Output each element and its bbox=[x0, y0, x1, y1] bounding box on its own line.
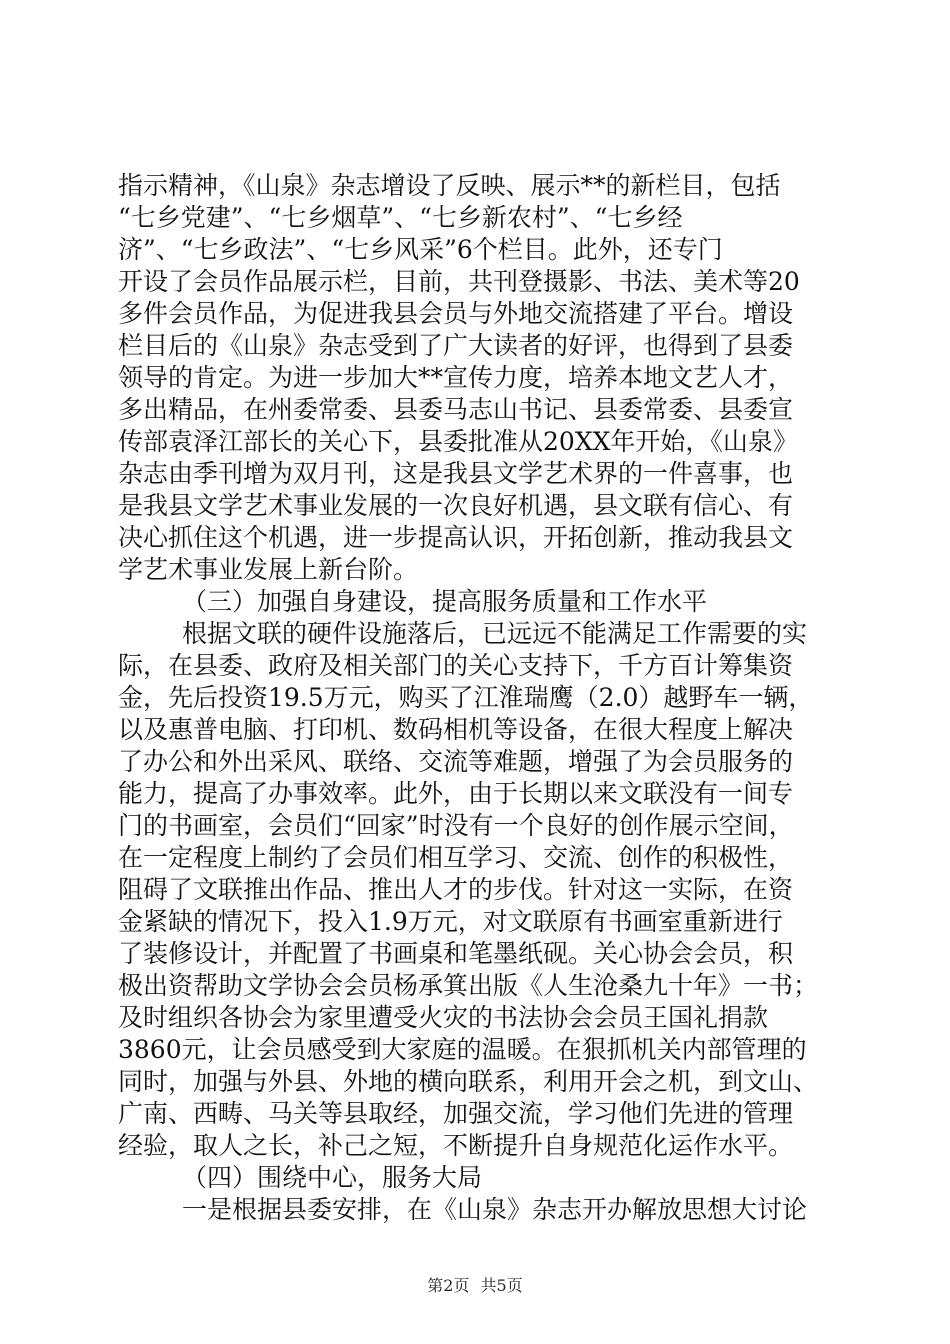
text-line: 以及惠普电脑、打印机、数码相机等设备，在很大程度上解决 bbox=[118, 715, 794, 744]
text-line: 传部袁泽江部长的关心下，县委批准从20XX年开始，《山泉》 bbox=[118, 427, 798, 456]
text-line: 决心抓住这个机遇，进一步提高认识，开拓创新，推动我县文 bbox=[118, 523, 794, 552]
text-line: 门的书画室，会员们“回家”时没有一个良好的创作展示空间， bbox=[118, 811, 794, 840]
text-line: 金紧缺的情况下，投入1.9万元，对文联原有书画室重新进行 bbox=[118, 907, 783, 936]
page-footer bbox=[0, 1276, 950, 1296]
text-line: 栏目后的《山泉》杂志受到了广大读者的好评，也得到了县委 bbox=[118, 331, 794, 360]
text-line: 3860元，让会员感受到大家庭的温暖。在狠抓机关内部管理的 bbox=[118, 1035, 807, 1064]
text-line: 领导的肯定。为进一步加大**宣传力度，培养本地文艺人才， bbox=[118, 363, 794, 392]
text-line: 经验，取人之长，补己之短，不断提升自身规范化运作水平。 bbox=[118, 1131, 794, 1160]
text-line: 多出精品，在州委常委、县委马志山书记、县委常委、县委宣 bbox=[118, 395, 794, 424]
text-line: 极出资帮助文学协会会员杨承箕出版《人生沧桑九十年》一书； bbox=[118, 971, 819, 1000]
text-line: 一是根据县委安排，在《山泉》杂志开办解放思想大讨论 bbox=[182, 1195, 808, 1224]
text-line: 能力，提高了办事效率。此外，由于长期以来文联没有一间专 bbox=[118, 779, 794, 808]
text-line: 同时，加强与外县、外地的横向联系，利用开会之机，到文山、 bbox=[118, 1067, 819, 1096]
text-line: 根据文联的硬件设施落后，已远远不能满足工作需要的实 bbox=[182, 619, 808, 648]
text-line: 际，在县委、政府及相关部门的关心支持下，千方百计筹集资 bbox=[118, 651, 794, 680]
text-line: 学艺术事业发展上新台阶。 bbox=[118, 555, 419, 584]
text-line: 在一定程度上制约了会员们相互学习、交流、创作的积极性， bbox=[118, 843, 794, 872]
text-line: （三）加强自身建设，提高服务质量和工作水平 bbox=[182, 587, 708, 616]
text-line: （四）围绕中心，服务大局 bbox=[182, 1163, 483, 1192]
text-line: 杂志由季刊增为双月刊，这是我县文学艺术界的一件喜事，也 bbox=[118, 459, 794, 488]
text-line: 阻碍了文联推出作品、推出人才的步伐。针对这一实际，在资 bbox=[118, 875, 794, 904]
document-body bbox=[118, 170, 838, 1226]
text-line: 及时组织各协会为家里遭受火灾的书法协会会员王国礼捐款 bbox=[118, 1003, 769, 1032]
text-line: “七乡党建”、“七乡烟草”、“七乡新农村”、“七乡经 bbox=[118, 203, 683, 232]
text-line: 开设了会员作品展示栏，目前，共刊登摄影、书法、美术等20 bbox=[118, 267, 800, 296]
text-line: 广南、西畴、马关等县取经，加强交流，学习他们先进的管理 bbox=[118, 1099, 794, 1128]
text-line: 指示精神，《山泉》杂志增设了反映、展示**的新栏目，包括 bbox=[118, 171, 781, 200]
text-line: 多件会员作品，为促进我县会员与外地交流搭建了平台。增设 bbox=[118, 299, 794, 328]
page-total: 共5页 bbox=[480, 1276, 523, 1295]
text-line: 了办公和外出采风、联络、交流等难题，增强了为会员服务的 bbox=[118, 747, 794, 776]
page-number: 第2页 bbox=[427, 1276, 470, 1295]
text-line: 济”、“七乡政法”、“七乡风采”6个栏目。此外，还专门 bbox=[118, 235, 723, 264]
text-line: 是我县文学艺术事业发展的一次良好机遇，县文联有信心、有 bbox=[118, 491, 794, 520]
text-line: 了装修设计，并配置了书画桌和笔墨纸砚。关心协会会员，积 bbox=[118, 939, 794, 968]
text-line: 金，先后投资19.5万元，购买了江淮瑞鹰（2.0）越野车一辆， bbox=[118, 683, 814, 712]
